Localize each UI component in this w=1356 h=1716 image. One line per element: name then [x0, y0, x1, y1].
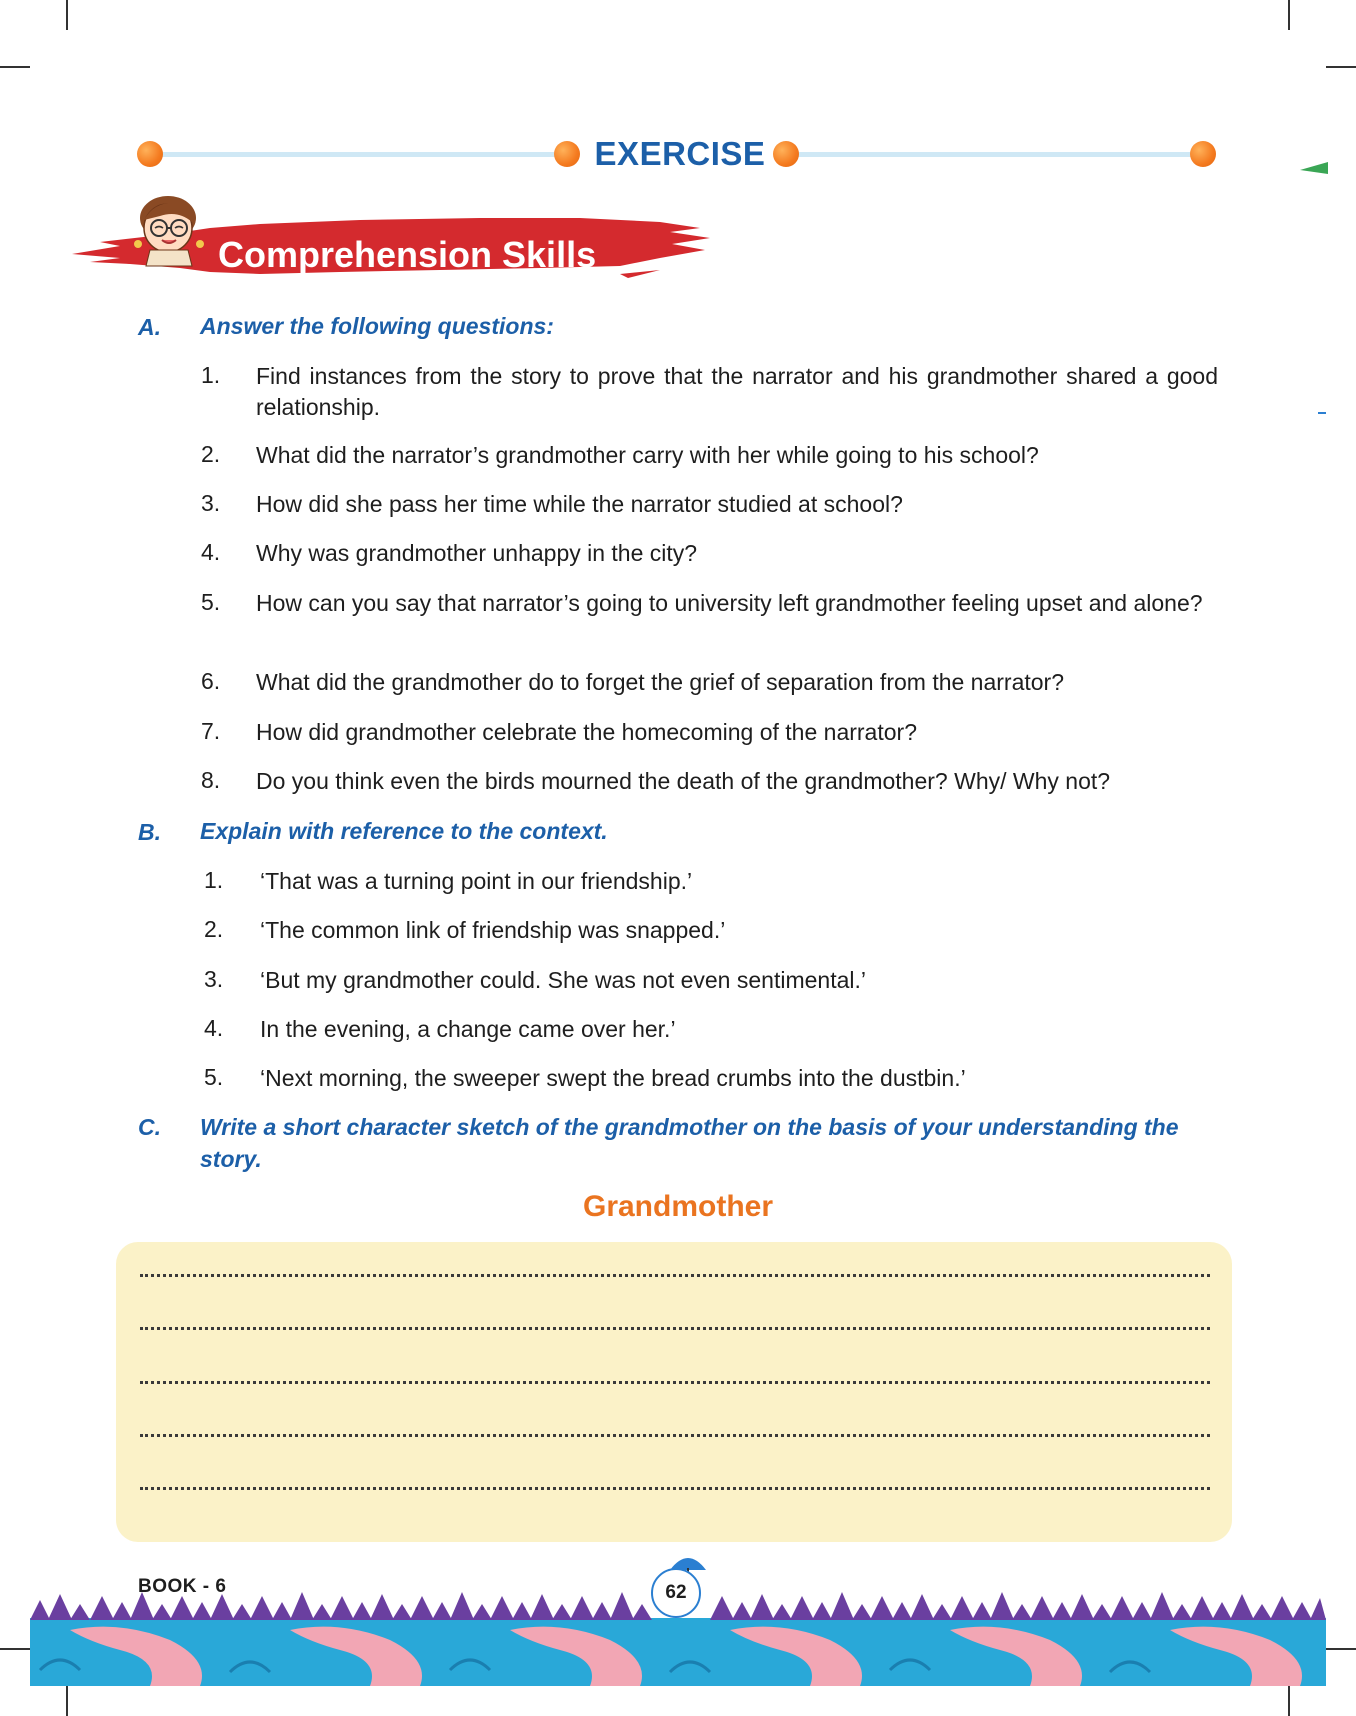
section-c-heading: Write a short character sketch of the grandmother on the basis of your understanding the story. — [200, 1114, 1179, 1172]
writing-box — [116, 1242, 1232, 1542]
crop-mark — [66, 0, 68, 30]
crop-mark — [1326, 1648, 1356, 1650]
orange-dot-icon — [1190, 141, 1216, 167]
writing-line[interactable] — [140, 1381, 1210, 1384]
item-number: 2. — [204, 916, 224, 942]
section-b-letter: B. — [138, 819, 161, 845]
question-number: 5. — [201, 589, 221, 615]
question-text: What did the grandmother do to forget the grief of separation from the narrator? — [256, 669, 1065, 695]
section-c-letter: C. — [138, 1114, 161, 1140]
crop-mark — [66, 1686, 68, 1716]
item-text: ‘Next morning, the sweeper swept the bread crumbs into the dustbin.’ — [260, 1065, 966, 1091]
margin-leaf-icon — [1300, 160, 1330, 176]
question-text: How can you say that narrator’s going to university left grandmother feeling upset and alone? — [256, 590, 1203, 616]
question-number: 4. — [201, 539, 221, 565]
writing-line[interactable] — [140, 1487, 1210, 1490]
item-number: 3. — [204, 966, 224, 992]
question-number: 2. — [201, 441, 221, 467]
orange-dot-icon — [137, 141, 163, 167]
item-text: ‘But my grandmother could. She was not even sentimental.’ — [260, 967, 866, 993]
section-a-heading: Answer the following questions: — [200, 313, 554, 339]
character-sketch-title: Grandmother — [582, 1190, 774, 1223]
question-number: 1. — [201, 362, 221, 388]
crop-mark — [1326, 66, 1356, 68]
section-a-letter: A. — [138, 314, 161, 340]
question-text: Find instances from the story to prove that the narrator and his grandmother shared a good relationship. — [256, 363, 1218, 420]
question-text: Do you think even the birds mourned the death of the grandmother? Why/ Why not? — [256, 768, 1111, 794]
item-text: In the evening, a change came over her.’ — [260, 1016, 676, 1042]
crop-mark — [1288, 1686, 1290, 1716]
section-b-heading: Explain with reference to the context. — [200, 818, 608, 844]
question-text: Why was grandmother unhappy in the city? — [256, 540, 698, 566]
crop-mark — [1288, 0, 1290, 30]
question-text: How did grandmother celebrate the homecoming of the narrator? — [256, 719, 917, 745]
crop-mark — [0, 66, 30, 68]
orange-dot-icon — [554, 141, 580, 167]
page-number: 62 — [651, 1568, 701, 1618]
item-number: 1. — [204, 867, 224, 893]
question-text: How did she pass her time while the narrator studied at school? — [256, 491, 903, 517]
exercise-line-left — [150, 152, 560, 157]
question-number: 7. — [201, 718, 221, 744]
item-text: ‘The common link of friendship was snapped.’ — [260, 917, 726, 943]
question-number: 8. — [201, 767, 221, 793]
exercise-title: EXERCISE — [594, 135, 766, 172]
exercise-line-right — [790, 152, 1200, 157]
question-number: 3. — [201, 490, 221, 516]
book-label: BOOK - 6 — [138, 1576, 227, 1597]
writing-line[interactable] — [140, 1274, 1210, 1277]
item-text: ‘That was a turning point in our friendship.’ — [260, 868, 693, 894]
section-banner-title: Comprehension Skills — [218, 234, 597, 275]
question-text: What did the narrator’s grandmother carry with her while going to his school? — [256, 442, 1039, 468]
question-number: 6. — [201, 668, 221, 694]
item-number: 5. — [204, 1064, 224, 1090]
item-number: 4. — [204, 1015, 224, 1041]
writing-line[interactable] — [140, 1434, 1210, 1437]
margin-mark — [1318, 412, 1326, 414]
writing-line[interactable] — [140, 1327, 1210, 1330]
crop-mark — [0, 1648, 30, 1650]
